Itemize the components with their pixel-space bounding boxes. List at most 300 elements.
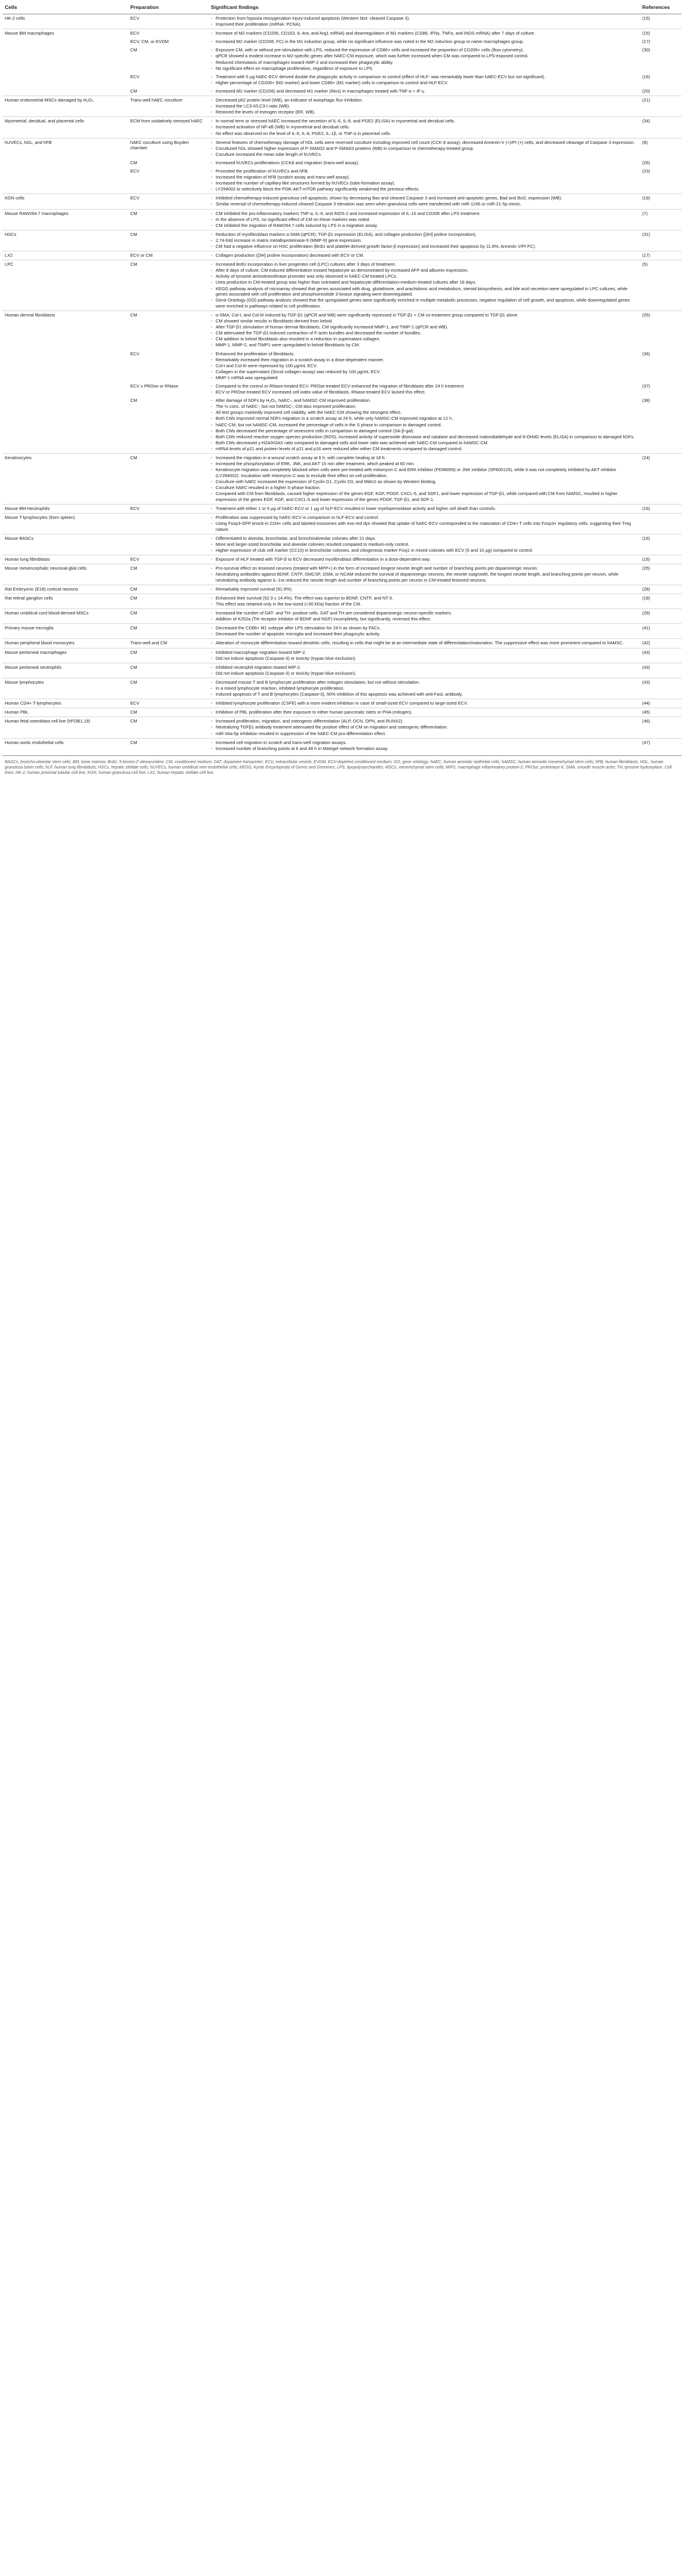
finding-item: - Proliferation was suppressed by hAEC-ECV in comparison to hLF-ECV and control. — [211, 515, 637, 521]
findings-cell — [208, 159, 640, 167]
finding-item: - Decreased mouse T and B lymphocyte proliferation after mitogen stimulation, but not without stimulation. — [211, 680, 637, 686]
table-row — [2, 513, 682, 534]
cell-type: HK-2 cells — [2, 14, 128, 29]
finding-item: - Decreased the CD86+ M1 subtype after LPS stimulation for 24 h as shown by FACs. — [211, 625, 637, 631]
findings-cell — [208, 699, 640, 708]
reference: (25) — [640, 311, 682, 349]
cell-type: LX2 — [2, 251, 128, 260]
reference: (17) — [642, 39, 651, 45]
findings-list — [211, 160, 637, 166]
finding-item: - MMP-1, MMP-2, and TIMP1 were upregulated in keloid fibroblasts by CM. — [211, 342, 637, 348]
finding-item: - MMP-1 mRNA was upregulated — [211, 375, 637, 381]
finding-item: - Induced apoptosis of T and B lymphocytes (Caspase-3), 50% inhibition of this apoptosis was achieved with anti-FasL antibody. — [211, 691, 637, 697]
finding-item: - qPCR showed a modest increase in M2-specific genes after hAEC-CM exposure, which was further increased when CM was compared to LPS-exposed control. — [211, 53, 637, 59]
table-row — [2, 678, 682, 699]
finding-item: - Increased the number of DAT- and TH- positive cells. DAT and TH are considered dopaminergic neuron-specific markers. — [211, 610, 637, 616]
findings-cell — [208, 382, 640, 396]
finding-item: - Promoted the proliferation of hUVECs and hFB. — [211, 168, 637, 174]
table-row — [2, 209, 682, 230]
cell-type: KGN cells — [2, 194, 128, 209]
findings-list — [211, 398, 637, 451]
findings-cell — [208, 209, 640, 230]
finding-item: - KEGG pathway analysis of microarray showed that genes associated with drug, glutathione, and arachidonic acid metabolism, steroid biosynthesis, and bile acid secretion were upregulated in LPC cultures, while genes associated with cell proliferation and phosphoinositide 3-kinase signaling were downregulated. — [211, 286, 637, 297]
findings-list — [211, 253, 637, 259]
preparation: CM — [130, 88, 137, 94]
findings-cell — [208, 251, 640, 260]
finding-item: - In the absence of LPS, no significant effect of CM on these markers was noted. — [211, 217, 637, 223]
preparation: ECV — [128, 14, 208, 29]
findings-cell — [208, 609, 640, 624]
finding-item: - Treatment with 5 μg hAEC-ECV derived double the phagocytic activity in comparison to control (effect of HLF- was remarkably lower than hAEC-ECV but not significant). — [211, 74, 637, 80]
findings-list — [211, 740, 637, 752]
reference: (17) — [640, 251, 682, 260]
reference: (31) — [640, 230, 682, 251]
finding-item: - Increased M2 marker (CD206, FC) in the M1 induction group, while no significant influence was noted in the M2 induction group or naïve macrophages group. — [211, 39, 637, 45]
finding-item: - Col-I and Col-III were repressed by 100 μg/mL ECV. — [211, 363, 637, 369]
table-row — [2, 46, 682, 72]
finding-item: - Inhibited neutrophil migration toward MIP-2. — [211, 665, 637, 671]
cell-type: Human endometrial MSCs damaged by H₂O₂ — [2, 96, 128, 117]
findings-cell — [208, 504, 640, 513]
reference: (38) — [642, 398, 651, 404]
preparation: ECV ± PROse or RNase — [130, 383, 179, 389]
findings-list — [211, 383, 637, 395]
finding-item: - Several features of chemotherapy damage of hGL cells were reversed coculture including improved cell count (CCK-8 assay), decreased Annexin-V (+)/PI (+) cells, and decreased cleavage of Caspase 3 expression. — [211, 140, 637, 146]
reference: (15) — [640, 29, 682, 38]
finding-item: - Decreased the number of apoptotic microglia and increased their phagocytic activity. — [211, 631, 637, 637]
finding-item: - Exposure of HLF treated with TGF-β to ECV decreased myofibroblast differentiation in a dose-dependent way. — [211, 557, 637, 562]
finding-item: - Increased BrdU incorporation in liver progenitor cell (LPC) cultures after 3 days of treatment. — [211, 262, 637, 268]
finding-item: - All test groups markedly improved cell viability, with the hAEC-CM showing the strongest effect. — [211, 410, 637, 416]
findings-cell — [208, 87, 640, 96]
preparation: CM — [128, 594, 208, 608]
finding-item: - After damage of hDFs by H₂O₂, hAEC-, and hAMSC-CM improved proliferation. — [211, 398, 637, 404]
findings-list — [211, 232, 637, 250]
preparation: CM — [130, 47, 137, 53]
reference: (34) — [640, 117, 682, 138]
findings-cell — [208, 564, 640, 585]
cell-type — [2, 396, 128, 453]
finding-item: - Inhibition of PBL proliferation after their exposure to either human pancreatic islets or PHA (mitogen). — [211, 709, 637, 715]
preparation: hAEC coculture using Boyden chamber — [128, 138, 208, 159]
finding-item: - Increased number of branching points at 6 and 48 h in Matrigel network formation assay. — [211, 746, 637, 752]
findings-list — [211, 665, 637, 677]
finding-item: - Increased the migration of hFB (scratch assay and trans-well assay). — [211, 174, 637, 180]
table-row — [2, 96, 682, 117]
findings-cell — [208, 73, 640, 87]
findings-list — [211, 47, 637, 71]
findings-cell — [208, 708, 640, 717]
cell-type — [2, 73, 128, 87]
reference: (18) — [640, 594, 682, 608]
preparation: CM — [128, 648, 208, 663]
findings-list — [211, 680, 637, 697]
cell-type: Rat Embryonic (E18) cortical neurons — [2, 585, 128, 594]
reference: (5) — [640, 260, 682, 311]
preparation: CM — [128, 564, 208, 585]
finding-item: - Using Foxp3-GFP knock-in CD4+ cells and labeled exosomes with exo-red dye showed that uptake of hAEC-ECV corresponded to the maturation of CD4+ T cells into Foxp3+ regulatory cells, suggesting their Treg nature. — [211, 521, 637, 532]
finding-item: - Higher percentage of CD206+ (M2 marker) and lower CD86+ (M1 marker) cells in comparison to control and HLF-ECV. — [211, 80, 637, 86]
reference: (44) — [640, 699, 682, 708]
finding-item: - After TGF-β1 stimulation of human dermal fibroblasts, CM significantly increased MMP-1, and TIMP-1 (qPCR and WB). — [211, 324, 637, 330]
findings-table — [2, 2, 682, 753]
table-row — [2, 138, 682, 159]
cell-type: Human PBL — [2, 708, 128, 717]
cell-type: Human lung fibroblasts — [2, 555, 128, 564]
cell-type: Human fetal osteoblast cell line (hFOB1.19) — [2, 717, 128, 738]
preparation: CM — [130, 398, 137, 404]
preparation: CM — [128, 609, 208, 624]
reference: (26) — [642, 159, 651, 165]
findings-cell — [208, 396, 640, 453]
table-row — [2, 396, 682, 453]
reference: (37) — [642, 383, 651, 389]
table-footnote: BASCs, broncho-alveolar stem cells; BM, bone marrow; BrdU, 5-bromo-2'-deoxyuridine; CM, conditioned medium; DAT, dopamine transporter; ECV, extracellular vesicle; EVDM, ECV-depleted conditioned medium; GO, gene ontology; hAEC, human amniotic epithelial cells; hAMSC, human amniotic mesenchymal stem cells; hFB, human fibroblasts; HGL, human granulosa lutein cells; hLF, human lung fibroblasts; HSCs, hepatic stellate cells; hUVECs, human umbilical vein endothelial cells; KEGG, Kyoto Encyclopedia of Genes and Genomes; LPS, lipopolysaccharides; MSCs, mesenchymal stem cells; MIP2, macrophage inflammatory protein-2; PROse, proteinase K; SMA, smooth muscle actin; TH, tyrosine hydroxylase. Cell lines: HK-2, human proximal tubular cell line; KGN, human granulosa cell line; LX2, human hepatic stellate cell line. — [2, 755, 682, 776]
finding-item: - Both CMs decreased the percentage of senescent cells in comparison to damaged control (SA-β-gal). — [211, 428, 637, 434]
finding-item: - Remarkably increased their migration in a scratch assay in a dose-dependent manner. — [211, 357, 637, 363]
reference: (29) — [640, 609, 682, 624]
table-row — [2, 699, 682, 708]
reference: (16) — [642, 73, 651, 79]
findings-list — [211, 515, 637, 532]
table-row — [2, 585, 682, 594]
finding-item: - In normal term or stressed hAEC increased the secretion of IL-6, IL-8, and PGE2 (ELISA) in myometrial and decidual cells. — [211, 118, 637, 124]
findings-cell — [208, 311, 640, 349]
finding-item: - More and larger-sized bronchiolar and alveolar colonies resulted compared to medium-only control. — [211, 542, 637, 548]
findings-list — [211, 625, 637, 637]
finding-item: - Keratinocyte migration was completely blocked when cells were pre-treated with mitomycin C and ERK inhibitor (PD98059) or JNK inhibitor (SP600125), while it was not completely inhibited by AKT inhibitor (LY294002). Incubation with mitomycin C was to exclude their effect on cell proliferation. — [211, 467, 637, 478]
findings-list — [211, 565, 637, 583]
findings-list — [211, 195, 637, 207]
table-row — [2, 230, 682, 251]
reference: (19) — [640, 194, 682, 209]
preparation: Trans-well hAEC coculture — [128, 96, 208, 117]
table-row — [2, 609, 682, 624]
findings-list — [211, 39, 637, 45]
table-row — [2, 251, 682, 260]
preparation: CM — [130, 159, 137, 165]
finding-item: - Reduced chemotaxis of macrophages toward rMIP-2 and increased their phagocytic ability. — [211, 60, 637, 66]
finding-item: - Reduction of myofibroblast markers α-SMA (qPCR), TGF-β1 expression (ELISA), and collagen production ([3H] proline incorporation). — [211, 232, 637, 238]
finding-item: - Increase of M2 markers (CD206, CD163, IL-4ra, and Arg1 mRNA) and downregulation of M1 markers (CD86, IFNγ, TNFα, and iNOS mRNA) after 7 days of culture. — [211, 30, 637, 36]
cell-type: hUVECs, hGL, and hFB — [2, 138, 128, 159]
preparation — [128, 513, 208, 534]
table-row — [2, 382, 682, 396]
finding-item: - α-SMA, Col-I, and Col-III induced by TGF-β1 (qPCR and WB) were significantly repressed in TGF-β1 + CM co-treatment group compared to TGF-β1 alone. — [211, 312, 637, 318]
finding-item: - Did not induce apoptosis (Caspase-3) or toxicity (trypan blue exclusion). — [211, 656, 637, 662]
finding-item: - Cocultured hGL showed higher expression of P-SMAD2 and P-SMAD3 proteins (WB) in comparison to chemotherapy-treated group. — [211, 146, 637, 152]
cell-type: Mouse peritoneal neutrophils — [2, 663, 128, 678]
findings-list — [211, 168, 637, 192]
finding-item: - Coculture hAEC resulted in a higher S-phase fraction. — [211, 485, 637, 491]
finding-item: - No significant effect on macrophage proliferation, regardless of exposure to LPS. — [211, 66, 637, 72]
findings-list — [211, 211, 637, 229]
finding-item: - Similar reversal of chemotherapy-induced cleaved Caspase 3 elevation was seen when granulosa cells were transfected with miR-1246 or miR-21-5p mimic. — [211, 201, 637, 207]
findings-list — [211, 74, 637, 86]
table-row — [2, 555, 682, 564]
table-row — [2, 504, 682, 513]
findings-cell — [208, 663, 640, 678]
preparation — [128, 534, 208, 555]
table-row — [2, 454, 682, 505]
finding-item: - hAEC-CM, but not hAMSC-CM, increased the percentage of cells in the S phase in comparison to damaged control. — [211, 422, 637, 428]
findings-list — [211, 506, 637, 512]
cell-type: Human aortic endothelial cells — [2, 738, 128, 753]
finding-item: - Differentiated to alveolar, bronchiolar, and bronchioalveolar colonies after 21 days. — [211, 536, 637, 542]
finding-item: - After 8 days of culture, CM induced differentiation toward hepatocyte as demonstrated by increased AFP and albumin expression. — [211, 268, 637, 273]
reference: (45) — [640, 708, 682, 717]
table-body — [2, 14, 682, 753]
findings-cell — [208, 534, 640, 555]
header-cells: Cells — [2, 2, 128, 14]
finding-item: - Higher expression of club cell marker (CC10) in bronchiolar colonies, and ciliogenesis marker Foxj1 in mixed colonies with ECV (5 and 10 μg) compared to control. — [211, 548, 637, 554]
reference: (25) — [640, 564, 682, 585]
finding-item: - Increased the number of capillary-like structures formed by hUVECs (tube-formation assay). — [211, 180, 637, 186]
findings-cell — [208, 717, 640, 738]
finding-item: - Compared with CM from fibroblasts, caused higher expression of the genes EGF, KGF, PDGF, CXCL-5, and SDF1, and lower expression of TGF-β1, while compared with CM from hAMSC, resulted in higher expression of the genes EGF, KGF, and CXCL-5 and lower expression of the genes PDGF, TGF-β1, and SDF-1. — [211, 491, 637, 502]
table-row — [2, 708, 682, 717]
finding-item: - Remarkably improved survival (91.9%). — [211, 586, 637, 592]
findings-cell — [208, 639, 640, 648]
findings-cell — [208, 624, 640, 639]
findings-cell — [208, 167, 640, 194]
findings-cell — [208, 594, 640, 608]
finding-item: - Neutralizing antibodies against BDNF, CNTF, GMCSF, OSM, or NCAM reduced the survival of dopaminergic neurons, the neurite outgrowth, the longest neurite length, and branching points per neuron, while neutralizing antibody against IL-1ra reduced the neurite length and number of branching points per neuron in CM-treated lesioned neurons. — [211, 571, 637, 583]
finding-item: - CM addition to keloid fibroblasts also resulted in a reduction in supernatant collagen. — [211, 336, 637, 342]
cell-type — [2, 38, 128, 46]
preparation: CM — [128, 311, 208, 349]
preparation: CM — [128, 624, 208, 639]
table-header-row — [2, 2, 682, 14]
reference: (7) — [640, 209, 682, 230]
reference: (24) — [640, 454, 682, 505]
preparation: CM — [128, 585, 208, 594]
reference: (30) — [642, 47, 651, 53]
cell-type: Keratinocytes — [2, 454, 128, 505]
findings-list — [211, 16, 637, 27]
findings-list — [211, 557, 637, 562]
reference: (21) — [640, 96, 682, 117]
finding-item: - CM inhibited the pro-inflammatory markers TNF-α, IL-6, and iNOS-2 and increased expression of IL-10 and CD206 after LPS treatment. — [211, 211, 637, 217]
findings-cell — [208, 194, 640, 209]
cell-type: HSCs — [2, 230, 128, 251]
preparation: ECV — [128, 699, 208, 708]
header-references: References — [640, 2, 682, 14]
cell-type: Mouse BM-Neutrophils — [2, 504, 128, 513]
findings-cell — [208, 350, 640, 382]
table-row — [2, 87, 682, 96]
table-row — [2, 350, 682, 382]
finding-item: - Increased hUVECs proliferations (CCK8 and migration (trans-well assay). — [211, 160, 637, 166]
table-row — [2, 14, 682, 29]
finding-item: - Inhibited chemotherapy-induced granulosa cell apoptosis; shown by decreasing Bax and cleaved Caspase 3 and increased anti-apoptotic genes, Bad and Bcl2, expression (WB). — [211, 195, 637, 201]
finding-item: - CM inhibited the migration of RAW264.7 cells induced by LPS in a migration assay. — [211, 223, 637, 229]
finding-item: - Activity of tyrosine aminotransferase promoter was only observed in hAEC-CM treated LPCs. — [211, 273, 637, 279]
table-row — [2, 167, 682, 194]
preparation: ECV or CM — [128, 251, 208, 260]
header-preparation: Preparation — [128, 2, 208, 14]
preparation: ECV — [128, 555, 208, 564]
finding-item: - Decreased p62 protein level (WB), an indicator of autophagic flux inhibition. — [211, 97, 637, 103]
finding-item: - Neutralizing TGFβ1 antibody treatment attenuated the positive effect of CM on migration and osteogenic differentiation. — [211, 724, 637, 730]
reference: (23) — [642, 168, 651, 174]
findings-list — [211, 640, 637, 646]
reference: (20) — [642, 88, 651, 94]
finding-item: - Enhanced their survival (52.3 ± 14.4%). The effect was superior to BDNF, CNTF, and NT-3. — [211, 595, 637, 601]
findings-list — [211, 455, 637, 502]
finding-item: - 2.74-fold increase in matrix metalloproteinase-9 (MMP-9) gene expression. — [211, 238, 637, 244]
finding-item: - Collagen in the supernatant (Sircol collagen assay) was reduced by 100 μg/mL ECV. — [211, 369, 637, 375]
reference: (28) — [640, 585, 682, 594]
cell-type: Primary mouse microglia — [2, 624, 128, 639]
finding-item: - CM attenuated the TGF-β1-induced contraction of F-actin bundles and decreased the number of bundles. — [211, 330, 637, 336]
preparation: ECV — [130, 351, 140, 356]
cell-type: Human CD4+ T-lymphocytes — [2, 699, 128, 708]
findings-cell — [208, 117, 640, 138]
cell-type: Human dermal fibroblasts — [2, 311, 128, 349]
cell-type: Mouse BASCs — [2, 534, 128, 555]
findings-list — [211, 718, 637, 736]
preparation: ECV, CM, or EVDM — [130, 39, 169, 45]
findings-list — [211, 700, 637, 706]
cell-type — [2, 167, 128, 194]
cell-type: Human umbilical cord blood-derived MSCs — [2, 609, 128, 624]
cell-type: Mouse RAW264.7 macrophages — [2, 209, 128, 230]
preparation: CM — [128, 230, 208, 251]
cell-type: Mouse mesencephalic neuronal-glial cells — [2, 564, 128, 585]
findings-cell — [208, 138, 640, 159]
reference: (47) — [640, 738, 682, 753]
table-row — [2, 738, 682, 753]
findings-cell — [208, 260, 640, 311]
cell-type — [2, 159, 128, 167]
preparation: CM — [128, 717, 208, 738]
reference — [640, 513, 682, 534]
preparation: ECV — [128, 194, 208, 209]
finding-item: - Increased cell migration in scratch and trans-well migration assays. — [211, 740, 637, 746]
header-findings: Significant findings — [208, 2, 640, 14]
table-row — [2, 159, 682, 167]
findings-list — [211, 312, 637, 348]
findings-list — [211, 536, 637, 554]
findings-list — [211, 140, 637, 158]
preparation: CM — [128, 678, 208, 699]
findings-cell — [208, 38, 640, 46]
findings-list — [211, 351, 637, 381]
preparation: CM — [128, 454, 208, 505]
reference: (43) — [640, 678, 682, 699]
cell-type — [2, 382, 128, 396]
preparation: ECV — [128, 504, 208, 513]
finding-item: - Collagen production ([3H] proline incorporation) decreased with ECV or CM. — [211, 253, 637, 259]
finding-item: - Improved their proliferation (mRNA: PCNA). — [211, 21, 637, 27]
preparation: Trans-well and CM — [128, 639, 208, 648]
reference: (16) — [640, 504, 682, 513]
cell-type: Human peripheral blood monocytes — [2, 639, 128, 648]
finding-item: - Increased the phosphorylation of ERK, JNK, and AKT 15 min after treatment, which peaked at 60 min. — [211, 461, 637, 467]
cell-type: Mouse peritoneal macrophages — [2, 648, 128, 663]
table-row — [2, 594, 682, 608]
table-row — [2, 73, 682, 87]
table-row — [2, 194, 682, 209]
reference: (43) — [640, 663, 682, 678]
finding-item: - Urea production in CM-treated group was higher than untreated and hepatocyte-differentiation-medium-treated cultures after 16 days. — [211, 279, 637, 285]
findings-list — [211, 30, 637, 36]
cell-type: LPC — [2, 260, 128, 311]
findings-cell — [208, 46, 640, 72]
table-row — [2, 534, 682, 555]
finding-item: - Treatment with either 1 or 5 μg of hAEC-ECV or 1 μg of hLF-ECV resulted in lower myeloperoxidase activity and higher cell death than controls. — [211, 506, 637, 512]
finding-item: - Both CMs reduced reactive oxygen species production (ROS), increased activity of superoxide dismutase and catalase and decreased malondialdehyde and 8-OHdG levels (ELISA) in comparison to damaged hDFs. — [211, 434, 637, 440]
findings-cell — [208, 96, 640, 117]
finding-item: - ECV or PROse-treated ECV increased cell index value of fibroblasts. RNase-treated ECV lacked this effect. — [211, 389, 637, 395]
finding-item: - Inhibited lymphocyte proliferation (CSFE) with a more evident inhibition in case of small-sized ECV compared to large-sized ECV. — [211, 700, 637, 706]
table-row — [2, 564, 682, 585]
preparation: CM — [128, 738, 208, 753]
table-row — [2, 663, 682, 678]
finding-item: - Coculture with hAEC increased the expression of Cyclin D1, Cyclin D3, and Mdm2 as shown by Western blotting. — [211, 479, 637, 485]
cell-type: Mouse lymphocytes — [2, 678, 128, 699]
reference: (46) — [640, 717, 682, 738]
finding-item: - Increased activation of NF-κB (WB) in myometrial and decidual cells. — [211, 124, 637, 130]
finding-item: - Increased the migration in a wound scratch assay at 6 h, with complete healing at 18 h. — [211, 455, 637, 461]
reference: (8) — [640, 138, 682, 159]
findings-cell — [208, 555, 640, 564]
reference: (43) — [640, 648, 682, 663]
finding-item: - Increased proliferation, migration, and osteogenic differentiation (ALP, OCN, OPN, and RUNX2). — [211, 718, 637, 724]
finding-item: - Enhanced the proliferation of fibroblasts. — [211, 351, 637, 357]
table-row — [2, 717, 682, 738]
finding-item: - Increased the LC3-II/LC3-I ratio (WB). — [211, 103, 637, 109]
finding-item: - Exposure CM, with or without pre-stimulation with LPS, reduced the expression of CD86+ cells and increased the proportion of CD206+ cells (flow cytometry). — [211, 47, 637, 53]
finding-item: - Alteration of monocyte differentiation toward dendritic cells, resulting in cells that might be at an intermediate state of differentiation/maturation. The suppressive effect was more prominent compared to hAMSC. — [211, 640, 637, 646]
findings-cell — [208, 585, 640, 594]
finding-item: - CM had a negative influence on HSC proliferation (BrdU and platelet-derived growth factor-β expression) and increased their apoptosis by 11.8%, Annexin V/PI FC). — [211, 244, 637, 250]
finding-item: - Increased M2 marker (CD206) and decreased M1 marker (iNos) in macrophages treated with TNF-α + IF-γ. — [211, 88, 637, 94]
cell-type: Rat retinal ganglion cells — [2, 594, 128, 608]
findings-cell — [208, 513, 640, 534]
cell-type: Myometrial, decidual, and placental cells — [2, 117, 128, 138]
finding-item: - Both CMs decreased γ-H2A/H2AX ratio compared to damaged cells and lower ratio was achieved with hAEC-CM compared to hAMSC-CM. — [211, 440, 637, 446]
finding-item: - Inhibited macrophage migration toward MIP-2. — [211, 650, 637, 656]
preparation: ECV — [130, 73, 140, 79]
findings-list — [211, 88, 637, 94]
preparation: ECV — [128, 29, 208, 38]
findings-cell — [208, 230, 640, 251]
finding-item: - Pro-survival effect on lesioned neurons (treated with MPP+) in the form of increased longest neurite length and number of branching points per dopaminergic neuron. — [211, 565, 637, 571]
findings-cell — [208, 454, 640, 505]
finding-item: - Did not induce apoptosis (Caspase-3) or toxicity (trypan blue exclusion). — [211, 671, 637, 677]
finding-item: - Coculture increased the mean tube length of hUVECs. — [211, 152, 637, 158]
findings-list — [211, 262, 637, 309]
finding-item: - mRNA levels of p21 and protein levels of p21 and p16 were reduced after either CM treatments compared to damaged control. — [211, 446, 637, 452]
preparation: CM — [128, 708, 208, 717]
findings-list — [211, 650, 637, 662]
findings-cell — [208, 14, 640, 29]
table-row — [2, 648, 682, 663]
cell-type: Mouse BM macrophages — [2, 29, 128, 38]
table-row — [2, 38, 682, 46]
cell-type: Mouse T-lymphocytes (from spleen) — [2, 513, 128, 534]
reference: (42) — [640, 639, 682, 648]
cell-type — [2, 46, 128, 72]
preparation: CM — [128, 663, 208, 678]
cell-type — [2, 350, 128, 382]
finding-item: - No effect was observed on the level of IL-6, IL-8, PGE2, IL-1β, or TNF-α in placental cells. — [211, 131, 637, 137]
table-row — [2, 29, 682, 38]
findings-list — [211, 586, 637, 592]
finding-item: - Compared to the control or RNase-treated ECV. PROse-treated ECV enhanced the migration of fibroblasts after 24 h treatment. — [211, 383, 637, 389]
